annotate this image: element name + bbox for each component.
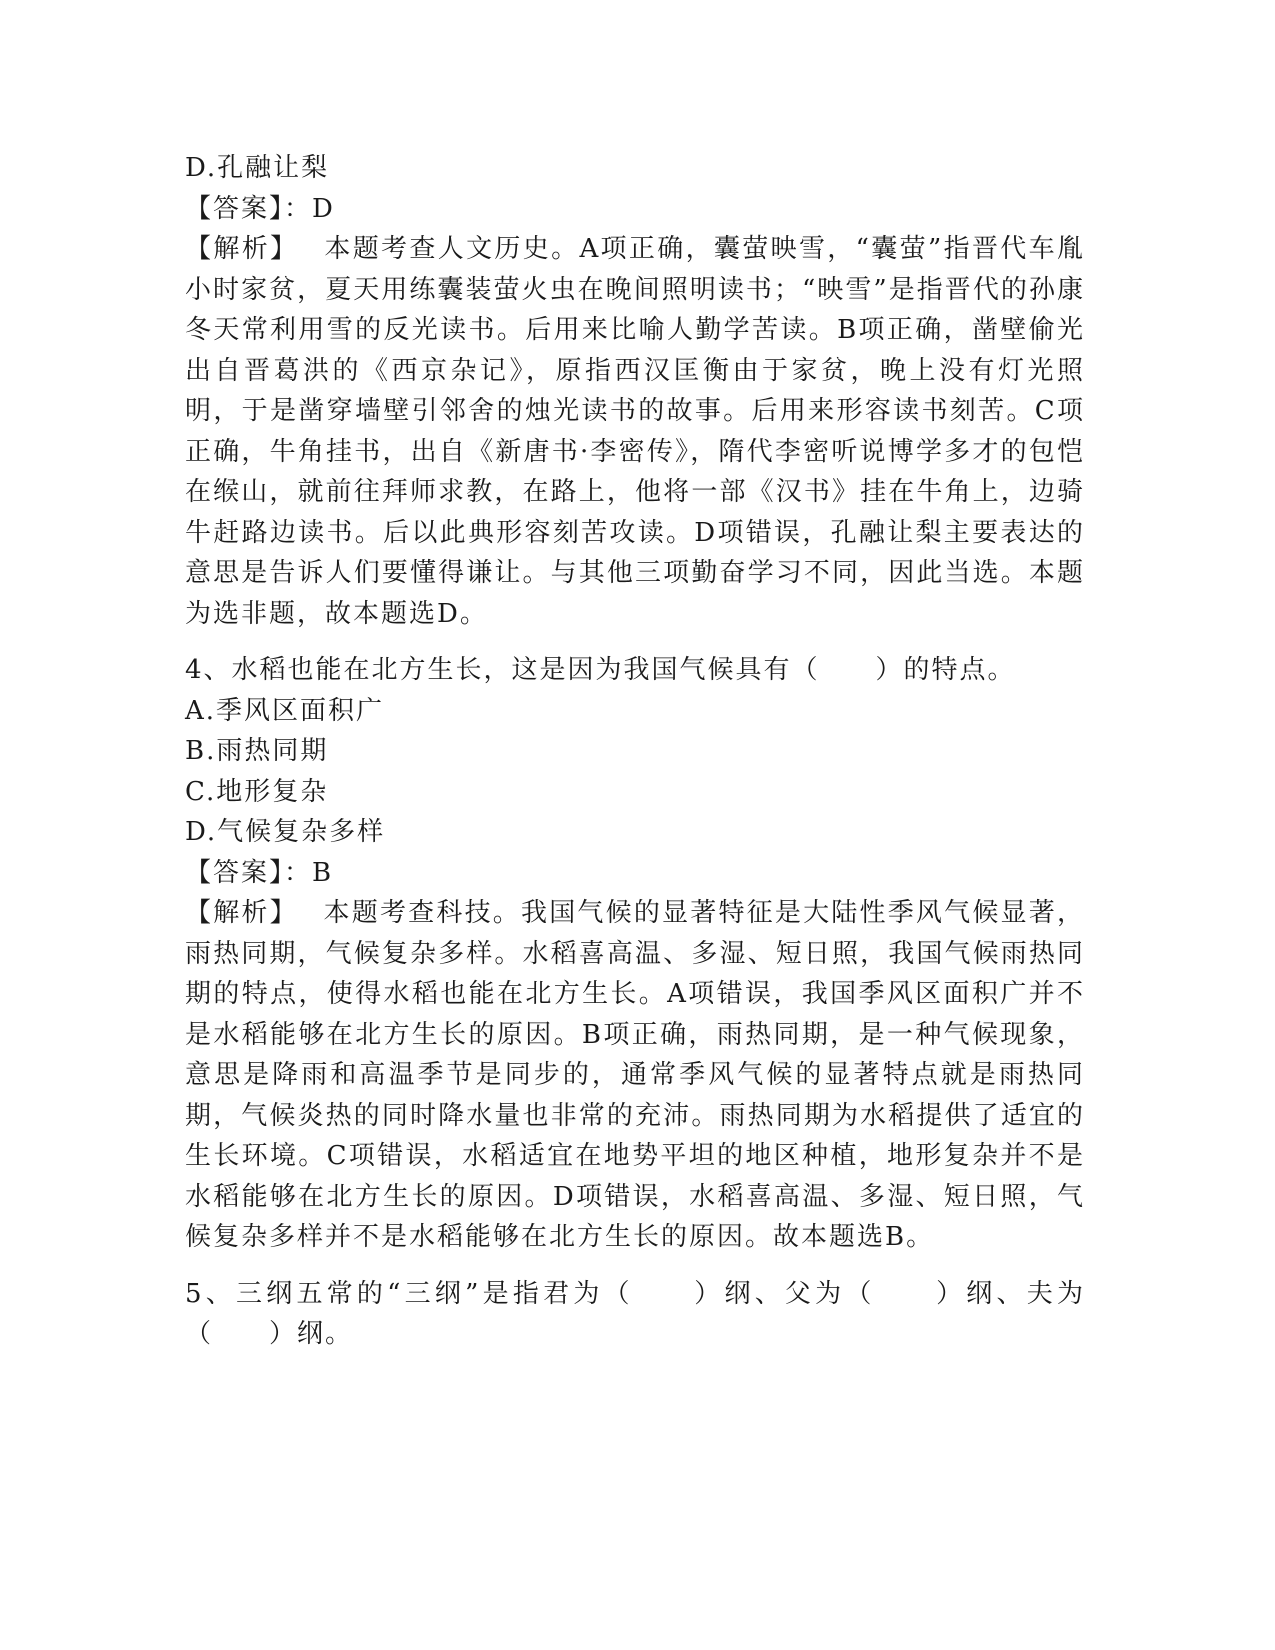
- q3-analysis-text: 本题考查人文历史。A项正确，囊萤映雪，“囊萤”指晋代车胤小时家贫，夏天用练囊装萤火虫在晚间照明读书；“映雪”是指晋代的孙康冬天常利用雪的反光读书。后用来比喻人勤学苦读。B项正确，凿壁偷光出自晋葛洪的《西京杂记》，原指西汉匡衡由于家贫，晚上没有灯光照明，于是凿穿墙壁引邻舍的烛光读书的故事。后用来形容读书刻苦。C项正确，牛角挂书，出自《新唐书·李密传》，隋代李密听说博学多才的包恺在缑山，就前往拜师求教，在路上，他将一部《汉书》挂在牛角上，边骑牛赶路边读书。后以此典形容刻苦攻读。D项错误，孔融让梨主要表达的意思是告诉人们要懂得谦让。与其他三项勤奋学习不同，因此当选。本题为选非题，故本题选D。: [185, 234, 1085, 629]
- q4-option-c: C.地形复杂: [185, 776, 329, 807]
- q5-stem: 5、三纲五常的“三纲”是指君为（ ）纲、父为（ ）纲、夫为（ ）纲。: [185, 1278, 1085, 1349]
- spacer: [185, 634, 1085, 650]
- q4-analysis-text: 本题考查科技。我国气候的显著特征是大陆性季风气候显著，雨热同期，气候复杂多样。水稻喜高温、多湿、短日照，我国气候雨热同期的特点，使得水稻也能在北方生长。A项错误，我国季风区面积广并不是水稻能够在北方生长的原因。B项正确，雨热同期，是一种气候现象，意思是降雨和高温季节是同步的，通常季风气候的显著特点就是雨热同期，气候炎热的同时降水量也非常的充沛。雨热同期为水稻提供了适宜的生长环境。C项错误，水稻适宜在地势平坦的地区种植，地形复杂并不是水稻能够在北方生长的原因。D项错误，水稻喜高温、多湿、短日照，气候复杂多样并不是水稻能够在北方生长的原因。故本题选B。: [185, 898, 1085, 1252]
- q4-answer: 【答案】：B: [185, 857, 334, 888]
- spacer: [185, 1258, 1085, 1274]
- q4-option-a: A.季风区面积广: [185, 695, 385, 726]
- q3-analysis-label: 【解析】: [185, 234, 286, 264]
- q4-analysis: [185, 893, 1085, 1258]
- q3-analysis: [185, 229, 1085, 634]
- q4-option-d: D.气候复杂多样: [185, 817, 386, 847]
- q4-analysis-label: 【解析】: [185, 898, 285, 928]
- q3-option-d: D.孔融让梨: [185, 153, 330, 183]
- q4-option-b: B.雨热同期: [185, 736, 329, 766]
- q4-stem: 4、水稻也能在北方生长，这是因为我国气候具有（ ）的特点。: [185, 655, 1016, 685]
- q3-answer: 【答案】：D: [185, 193, 335, 224]
- page-content: [185, 148, 1085, 1355]
